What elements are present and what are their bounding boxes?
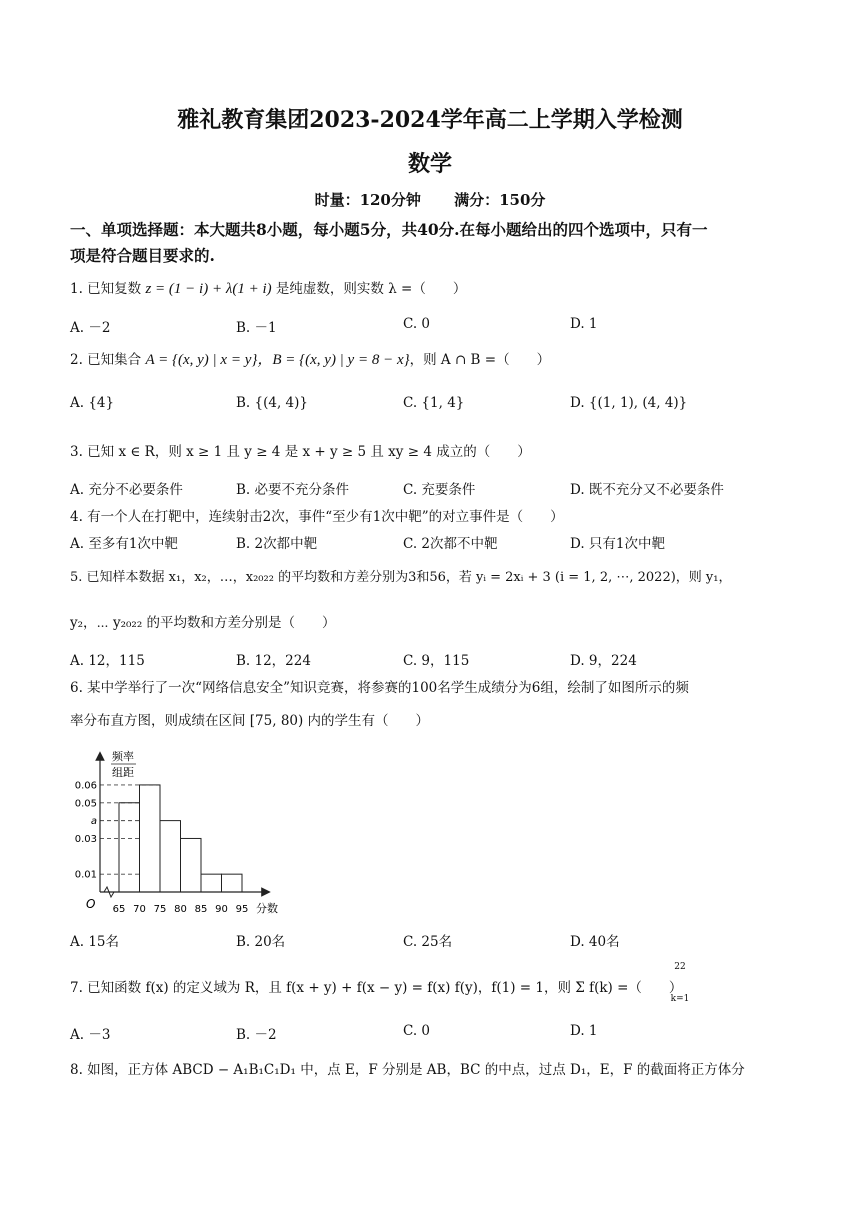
q1-option-b: B. －1 xyxy=(236,320,277,336)
question-3: 3. 已知 x ∈ R，则 x ≥ 1 且 y ≥ 4 是 x + y ≥ 5 且 xy ≥ 4 成立的（ ） xyxy=(70,444,531,460)
q1-option-c: C. 0 xyxy=(403,316,431,332)
histogram-bar-85-90 xyxy=(201,874,222,892)
q4-option-a: A. 至多有1次中靶 xyxy=(70,536,178,552)
x-tick-label-65: 65 xyxy=(112,904,126,915)
q1-option-d: D. 1 xyxy=(570,316,598,332)
q5-option-c: C. 9，115 xyxy=(403,653,470,669)
section-heading-line1: 一、单项选择题：本大题共8小题，每小题5分，共40分.在每小题给出的四个选项中，只有一 xyxy=(70,220,708,239)
y-tick-label-4: 0.01 xyxy=(74,869,97,881)
q2-post: ，则 A ∩ B =（ ） xyxy=(409,352,551,368)
q5-option-d: D. 9，224 xyxy=(570,653,637,669)
section-heading-line2: 项是符合题目要求的. xyxy=(70,246,215,265)
y-tick-label-3: 0.03 xyxy=(74,833,97,845)
q1-option-a: A. －2 xyxy=(70,320,111,336)
q3-option-b: B. 必要不充分条件 xyxy=(236,482,350,498)
q4-option-b: B. 2次都中靶 xyxy=(236,536,318,552)
q5-option-b: B. 12，224 xyxy=(236,653,311,669)
question-5-line1: 5. 已知样本数据 x₁，x₂，…，x₂₀₂₂ 的平均数和方差分别为3和56，若 yᵢ = 2xᵢ + 3 (i = 1, 2, ⋯, 2022)，则 y₁， xyxy=(70,570,732,585)
histogram-bar-70-75 xyxy=(140,785,161,892)
q2-math: A = {(x, y) | x = y}，B = {(x, y) | y = 8 − x} xyxy=(145,352,410,368)
q6-option-a: A. 15名 xyxy=(70,934,120,950)
q6-option-b: B. 20名 xyxy=(236,934,286,950)
q3-option-d: D. 既不充分又不必要条件 xyxy=(570,482,724,498)
y-tick-label-2: a xyxy=(90,816,97,828)
y-tick-label-0: 0.06 xyxy=(74,780,97,792)
q7-option-d: D. 1 xyxy=(570,1023,598,1039)
question-5-line2: y₂，⋯ y₂₀₂₂ 的平均数和方差分别是（ ） xyxy=(70,615,336,631)
q4-option-c: C. 2次都不中靶 xyxy=(403,536,498,552)
y-label-top: 频率 xyxy=(112,750,134,763)
question-1 xyxy=(70,277,466,298)
x-axis-label: 分数 xyxy=(256,902,278,915)
question-7 xyxy=(70,976,682,996)
question-6-line2: 率分布直方图，则成绩在区间 [75, 80) 内的学生有（ ） xyxy=(70,713,430,729)
x-tick-label-95: 95 xyxy=(235,904,249,915)
full-score: 满分：150分 xyxy=(454,191,546,209)
x-tick-label-70: 70 xyxy=(133,904,146,915)
q7-sum-top: 22 xyxy=(674,962,686,972)
q6-option-c: C. 25名 xyxy=(403,934,453,950)
subject-title: 数学 xyxy=(407,151,452,177)
q7-option-c: C. 0 xyxy=(403,1023,431,1039)
exam-info xyxy=(0,189,860,210)
q7-sum-limits xyxy=(670,962,690,1004)
histogram-bar-75-80 xyxy=(160,821,181,892)
q3-option-c: C. 充要条件 xyxy=(403,482,476,498)
q1-pre: 1. 已知复数 xyxy=(70,281,146,297)
question-4: 4. 有一个人在打靶中，连续射击2次，事件“至少有1次中靶”的对立事件是（ ） xyxy=(70,509,564,525)
x-tick-label-80: 80 xyxy=(174,904,187,915)
histogram-bar-65-70 xyxy=(119,803,140,892)
q7-text: 7. 已知函数 f(x) 的定义域为 R，且 f(x + y) + f(x − y) = f(x) f(y)，f(1) = 1，则 Σ f(k) =（ ） xyxy=(70,980,683,996)
question-6-line1: 6. 某中学举行了一次“网络信息安全”知识竞赛，将参赛的100名学生成绩分为6组，绘制了如图所示的频 xyxy=(70,680,689,696)
frequency-histogram xyxy=(68,746,298,918)
q2-pre: 2. 已知集合 xyxy=(70,352,146,368)
q6-option-d: D. 40名 xyxy=(570,934,620,950)
q7-option-b: B. －2 xyxy=(236,1027,277,1043)
q3-option-a: A. 充分不必要条件 xyxy=(70,482,183,498)
origin-label: O xyxy=(86,897,96,911)
q5-option-a: A. 12，115 xyxy=(70,653,145,669)
q2-option-b: B. {(4, 4)} xyxy=(236,395,308,411)
q2-option-c: C. {1, 4} xyxy=(403,395,465,411)
q7-sum-bottom: k=1 xyxy=(670,994,690,1004)
y-label-bottom: 组距 xyxy=(112,766,134,779)
q7-option-a: A. －3 xyxy=(70,1027,111,1043)
question-8: 8. 如图，正方体 ABCD − A₁B₁C₁D₁ 中，点 E，F 分别是 AB，BC 的中点，过点 D₁，E，F 的截面将正方体分 xyxy=(70,1062,745,1078)
q2-option-d: D. {(1, 1), (4, 4)} xyxy=(570,395,688,411)
q4-option-d: D. 只有1次中靶 xyxy=(570,536,666,552)
exam-title: 雅礼教育集团2023-2024学年高二上学期入学检测 xyxy=(177,107,683,133)
q2-option-a: A. {4} xyxy=(70,395,115,411)
question-2 xyxy=(70,348,550,369)
x-tick-label-85: 85 xyxy=(194,904,208,915)
y-tick-label-1: 0.05 xyxy=(74,798,97,810)
q1-math: z = (1 − i) + λ(1 + i) xyxy=(145,281,272,297)
time-limit: 时量：120分钟 xyxy=(314,191,421,209)
x-tick-label-75: 75 xyxy=(153,904,167,915)
x-tick-label-90: 90 xyxy=(215,904,228,915)
q1-post: 是纯虚数，则实数 λ =（ ） xyxy=(271,281,467,297)
histogram-bar-90-95 xyxy=(222,874,243,892)
histogram-bar-80-85 xyxy=(181,838,202,892)
